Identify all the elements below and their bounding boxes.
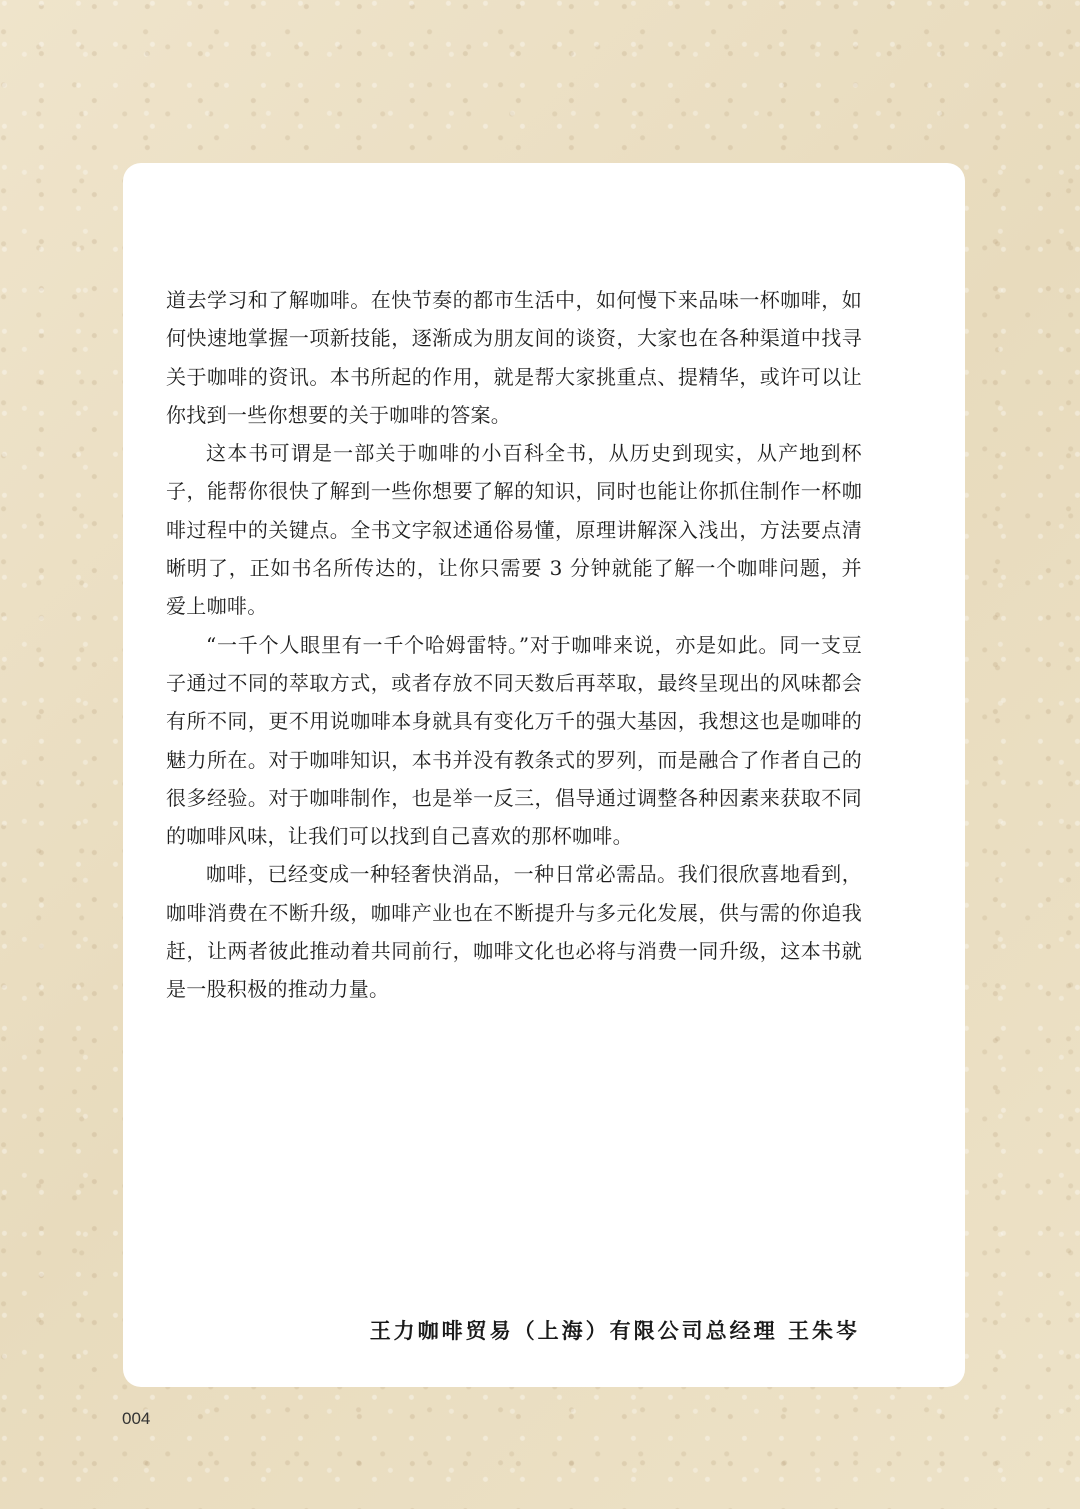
paragraph-2: 这本书可谓是一部关于咖啡的小百科全书，从历史到现实，从产地到杯子，能帮你很快了解到一些你想要了解的知识，同时也能让你抓住制作一杯咖啡过程中的关键点。全书文字叙述通俗易懂，原理讲解深入浅出，方法要点清晰明了，正如书名所传达的，让你只需要 3 分钟就能了解一个咖啡问题，并爱上咖啡。 — [166, 441, 862, 619]
text-card — [123, 163, 965, 1387]
paragraph-4: 咖啡，已经变成一种轻奢快消品，一种日常必需品。我们很欣喜地看到，咖啡消费在不断升级，咖啡产业也在不断提升与多元化发展，供与需的你追我赶，让两者彼此推动着共同前行，咖啡文化也必将与消费一同升级，这本书就是一股积极的推动力量。 — [166, 862, 862, 1002]
page-number: 004 — [122, 1409, 151, 1428]
body-text — [166, 281, 862, 1009]
author-signature: 王力咖啡贸易（上海）有限公司总经理 王朱岑 — [369, 1318, 860, 1343]
paragraph-3: “一千个人眼里有一千个哈姆雷特。”对于咖啡来说，亦是如此。同一支豆子通过不同的萃取方式，或者存放不同天数后再萃取，最终呈现出的风味都会有所不同，更不用说咖啡本身就具有变化万千的强大基因，我想这也是咖啡的魅力所在。对于咖啡知识，本书并没有教条式的罗列，而是融合了作者自己的很多经验。对于咖啡制作，也是举一反三，倡导通过调整各种因素来获取不同的咖啡风味，让我们可以找到自己喜欢的那杯咖啡。 — [166, 632, 862, 849]
paragraph-1: 道去学习和了解咖啡。在快节奏的都市生活中，如何慢下来品味一杯咖啡，如何快速地掌握一项新技能，逐渐成为朋友间的谈资，大家也在各种渠道中找寻关于咖啡的资讯。本书所起的作用，就是帮大家挑重点、提精华，或许可以让你找到一些你想要的关于咖啡的答案。 — [166, 288, 862, 427]
